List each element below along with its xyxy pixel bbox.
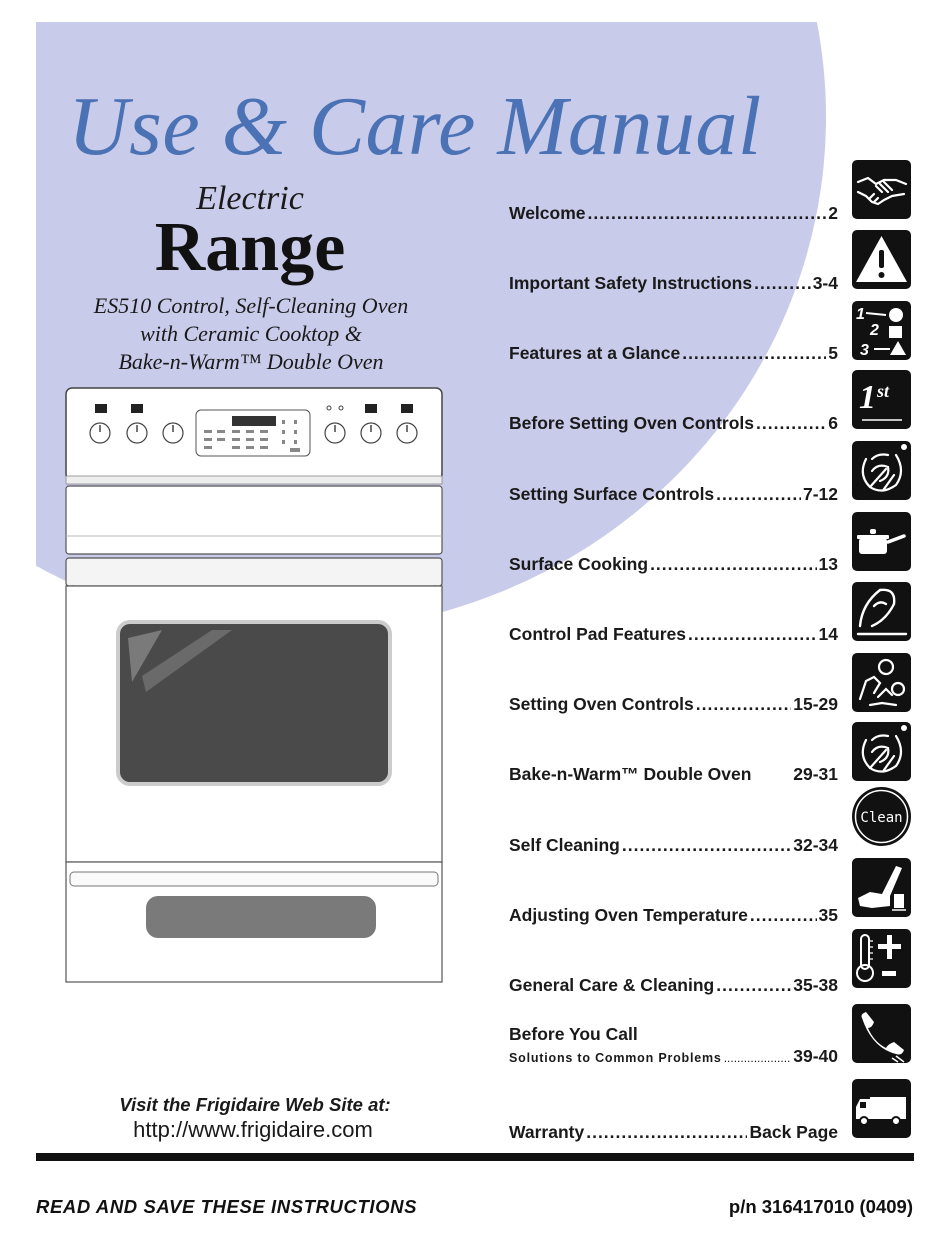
clean-icon	[852, 787, 911, 846]
toc-item-safety[interactable]	[509, 273, 838, 294]
toc-item-care-cleaning[interactable]	[509, 975, 838, 996]
toc-item-control-pad[interactable]	[509, 624, 838, 645]
toc-item-oven-temperature[interactable]	[509, 905, 838, 926]
product-description	[0, 292, 502, 376]
toc-label: Before Setting Oven Controls	[509, 413, 755, 433]
toc-sublabel: Solutions to Common Problems	[509, 1051, 722, 1065]
svg-text:3: 3	[860, 342, 869, 359]
toc-page: 3-4	[812, 273, 838, 293]
toc-item-before-setting[interactable]	[509, 413, 838, 434]
toc-label: General Care & Cleaning	[509, 975, 715, 995]
electric-range-illustration	[62, 386, 446, 986]
website-url[interactable]: http://www.frigidaire.com	[133, 1117, 373, 1142]
toc-label: Setting Surface Controls	[509, 484, 715, 504]
toc-item-before-you-call[interactable]	[509, 1024, 838, 1045]
toc-leader	[754, 273, 811, 294]
toc-leader	[716, 484, 801, 505]
hand-adjust-icon	[852, 858, 911, 917]
toc-page: 5	[828, 343, 838, 363]
toc-page: 6	[828, 413, 838, 433]
svg-text:Clean: Clean	[860, 810, 903, 826]
footer-divider	[36, 1153, 914, 1161]
service-truck-icon	[852, 1079, 911, 1138]
toc-page: 29-31	[793, 764, 838, 784]
toc-page: Back Page	[749, 1122, 838, 1142]
warning-icon	[852, 230, 911, 289]
svg-text:1: 1	[856, 306, 865, 323]
toc-item-self-cleaning[interactable]	[509, 835, 838, 856]
description-line: with Ceramic Cooktop &	[140, 321, 362, 346]
toc-leader	[716, 975, 791, 996]
handshake-icon	[852, 160, 911, 219]
product-name: Range	[154, 209, 346, 286]
telephone-icon	[852, 1004, 911, 1063]
thermometer-plus-minus-icon	[852, 929, 911, 988]
toc-label: Welcome	[509, 203, 586, 223]
toc-subitem-solutions[interactable]	[509, 1046, 838, 1067]
toc-item-features[interactable]	[509, 343, 838, 364]
toc-leader	[588, 203, 827, 224]
toc-page: 39-40	[793, 1046, 838, 1066]
finger-press-icon	[852, 582, 911, 641]
toc-page: 35-38	[793, 975, 838, 995]
toc-label: Adjusting Oven Temperature	[509, 905, 748, 925]
toc-label: Control Pad Features	[509, 624, 686, 644]
steps-shapes-icon	[852, 301, 911, 360]
turkey-platter-icon	[852, 441, 911, 500]
toc-page: 14	[818, 624, 838, 644]
toc-item-oven-controls[interactable]	[509, 694, 838, 715]
svg-text:st: st	[877, 381, 890, 401]
website-label: Visit the Frigidaire Web Site at:	[119, 1094, 391, 1115]
toc-item-warranty[interactable]	[509, 1122, 838, 1143]
description-line: ES510 Control, Self-Cleaning Oven	[93, 293, 409, 318]
manual-title: Use & Care Manual	[68, 80, 762, 173]
toc-item-bake-n-warm[interactable]	[509, 764, 838, 785]
toc-page: 15-29	[793, 694, 838, 714]
toc-item-surface-cooking[interactable]	[509, 554, 838, 575]
toc-leader	[682, 343, 826, 364]
toc-item-surface-controls[interactable]	[509, 484, 838, 505]
toc-label: Warranty	[509, 1122, 585, 1142]
toc-leader	[586, 1122, 747, 1143]
toc-leader	[688, 624, 817, 645]
toc-page: 32-34	[793, 835, 838, 855]
description-line: Bake-n-Warm™ Double Oven	[118, 349, 384, 374]
toc-page: 13	[818, 554, 838, 574]
part-number: p/n 316417010 (0409)	[728, 1196, 913, 1217]
toc-leader	[756, 413, 826, 434]
toc-page: 2	[828, 203, 838, 223]
footer-instructions: READ AND SAVE THESE INSTRUCTIONS	[36, 1196, 418, 1217]
first-icon	[852, 370, 911, 429]
product-type: Electric	[196, 180, 304, 217]
turkey-platter-icon	[852, 722, 911, 781]
toc-label: Surface Cooking	[509, 554, 649, 574]
svg-text:2: 2	[870, 322, 879, 339]
toc-leader	[650, 554, 816, 575]
toc-label: Self Cleaning	[509, 835, 620, 855]
toc-item-welcome[interactable]	[509, 203, 838, 224]
toc-label: Important Safety Instructions	[509, 273, 753, 293]
toc-label: Features at a Glance	[509, 343, 681, 363]
svg-text:1: 1	[859, 379, 876, 416]
toc-page: 35	[818, 905, 838, 925]
toc-label: Before You Call	[509, 1024, 638, 1044]
hand-dial-icon	[852, 653, 911, 712]
toc-label: Setting Oven Controls	[509, 694, 694, 714]
toc-leader	[750, 905, 817, 926]
toc-leader	[622, 835, 791, 856]
toc-leader	[724, 1051, 792, 1065]
toc-leader	[696, 694, 792, 715]
toc-label: Bake-n-Warm™ Double Oven	[509, 764, 752, 784]
toc-page: 7-12	[802, 484, 838, 504]
saucepan-icon	[852, 512, 911, 571]
